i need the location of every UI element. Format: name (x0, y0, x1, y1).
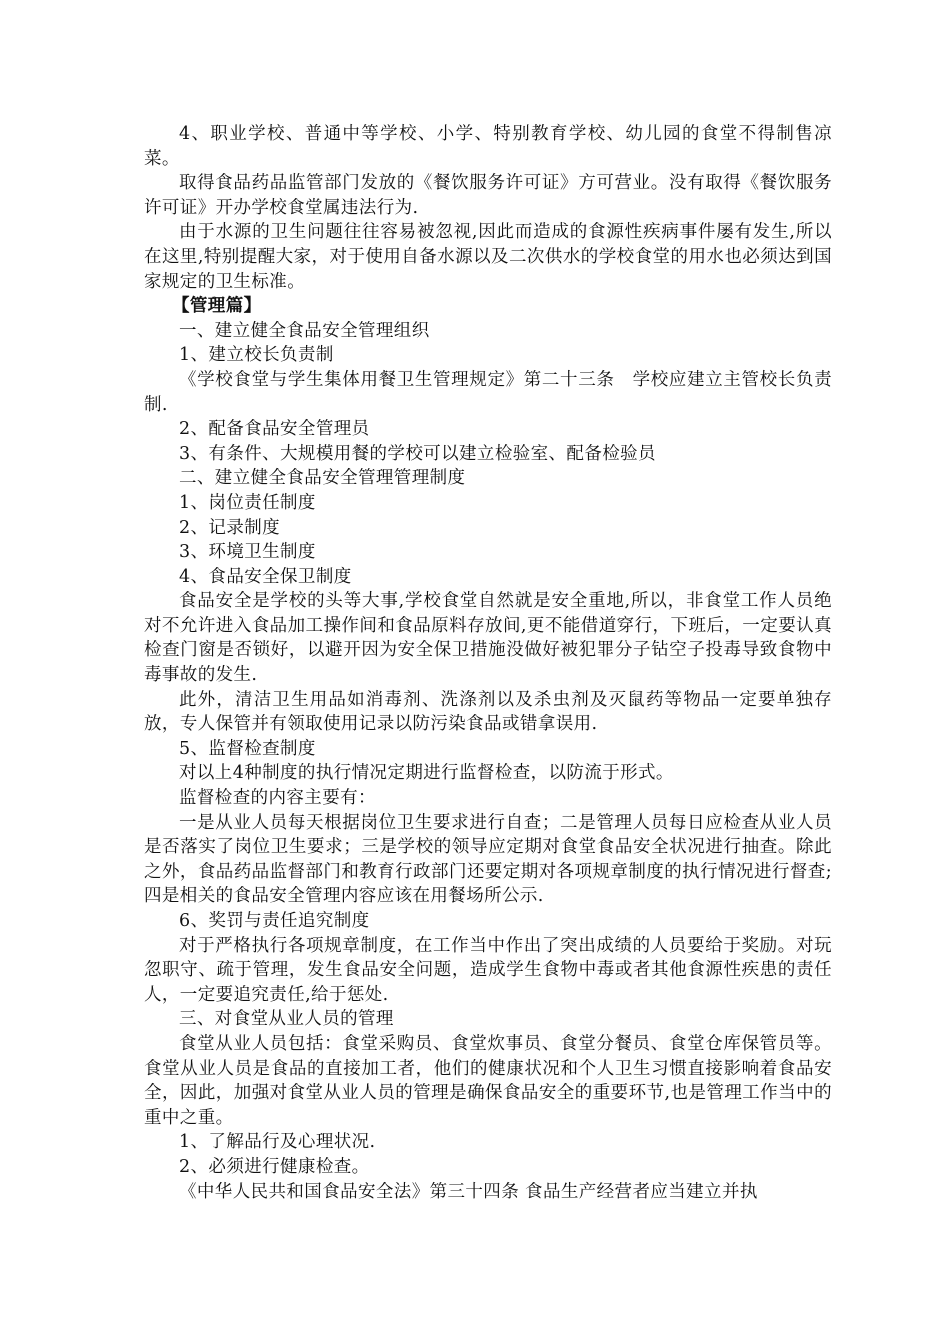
paragraph: 1、了解品行及心理状况. (179, 1132, 376, 1153)
paragraph: 此外，清洁卫生用品如消毒剂、洗涤剂以及杀虫剂及灭鼠药等物品一定要单独存放，专人保管并有领取使用记录以防污染食品或错拿误用. (144, 689, 832, 735)
paragraph: 食堂从业人员包括：食堂采购员、食堂炊事员、食堂分餐员、食堂仓库保管员等。食堂从业人员是食品的直接加工者，他们的健康状况和个人卫生习惯直接影响着食品安全，因此，加强对食堂从业人员的管理是确保食品安全的重要环节,也是管理工作当中的重中之重。 (144, 1033, 832, 1128)
paragraph: 三、对食堂从业人员的管理 (179, 1009, 394, 1030)
paragraph: 2、必须进行健康检查。 (179, 1156, 370, 1177)
paragraph: 监督检查的内容主要有： (179, 788, 376, 809)
paragraph: 6、奖罚与责任追究制度 (179, 911, 370, 931)
paragraph: 2、配备食品安全管理员 (179, 419, 370, 440)
paragraph: 二、建立健全食品安全管理管理制度 (179, 468, 466, 489)
paragraph: 1、岗位责任制度 (179, 492, 316, 513)
paragraph: 《学校食堂与学生集体用餐卫生管理规定》第二十三条 学校应建立主管校长负责制. (144, 369, 832, 415)
paragraph: 食品安全是学校的头等大事,学校食堂自然就是安全重地,所以，非食堂工作人员绝对不允许进入食品加工操作间和食品原料存放间,更不能借道穿行，下班后，一定要认真检查门窗是否锁好，以避开因为安全保卫措施没做好被犯罪分子钻空子投毒导致食物中毒事故的发生. (144, 591, 832, 686)
paragraph: 对于严格执行各项规章制度，在工作当中作出了突出成绩的人员要给于奖励。对玩忽职守、疏于管理，发生食品安全问题，造成学生食物中毒或者其他食源性疾患的责任人，一定要追究责任,给于惩处. (144, 935, 832, 1005)
paragraph: 一、建立健全食品安全管理组织 (179, 320, 430, 341)
paragraph: 3、有条件、大规模用餐的学校可以建立检验室、配备检验员 (179, 443, 656, 464)
document-body (144, 122, 832, 1204)
paragraph: 《中华人民共和国食品安全法》第三十四条 食品生产经营者应当建立并执 (179, 1181, 758, 1202)
paragraph: 一是从业人员每天根据岗位卫生要求进行自查；二是管理人员每日应检查从业人员是否落实了岗位卫生要求；三是学校的领导应定期对食堂食品安全状况进行抽查。除此之外，食品药品监督部门和教育行政部门还要定期对各项规章制度的执行情况进行督查;四是相关的食品安全管理内容应该在用餐场所公示. (144, 812, 832, 907)
paragraph: 取得食品药品监管部门发放的《餐饮服务许可证》方可营业。没有取得《餐饮服务许可证》开办学校食堂属违法行为. (144, 173, 832, 218)
paragraph: 4、职业学校、普通中等学校、小学、特别教育学校、幼儿园的食堂不得制售凉菜。 (144, 124, 832, 169)
paragraph: 3、环境卫生制度 (179, 542, 316, 563)
paragraph: 4、食品安全保卫制度 (179, 566, 352, 587)
paragraph: 对以上4种制度的执行情况定期进行监督检查，以防流于形式。 (179, 763, 674, 784)
paragraph: 2、记录制度 (179, 517, 281, 538)
paragraph: 1、建立校长负责制 (179, 345, 334, 366)
section-heading: 【管理篇】 (172, 296, 262, 317)
paragraph: 5、监督检查制度 (179, 738, 316, 759)
paragraph: 由于水源的卫生问题往往容易被忽视,因此而造成的食源性疾病事件屡有发生,所以在这里,特别提醒大家，对于使用自备水源以及二次供水的学校食堂的用水也必须达到国家规定的卫生标准。 (144, 222, 832, 292)
